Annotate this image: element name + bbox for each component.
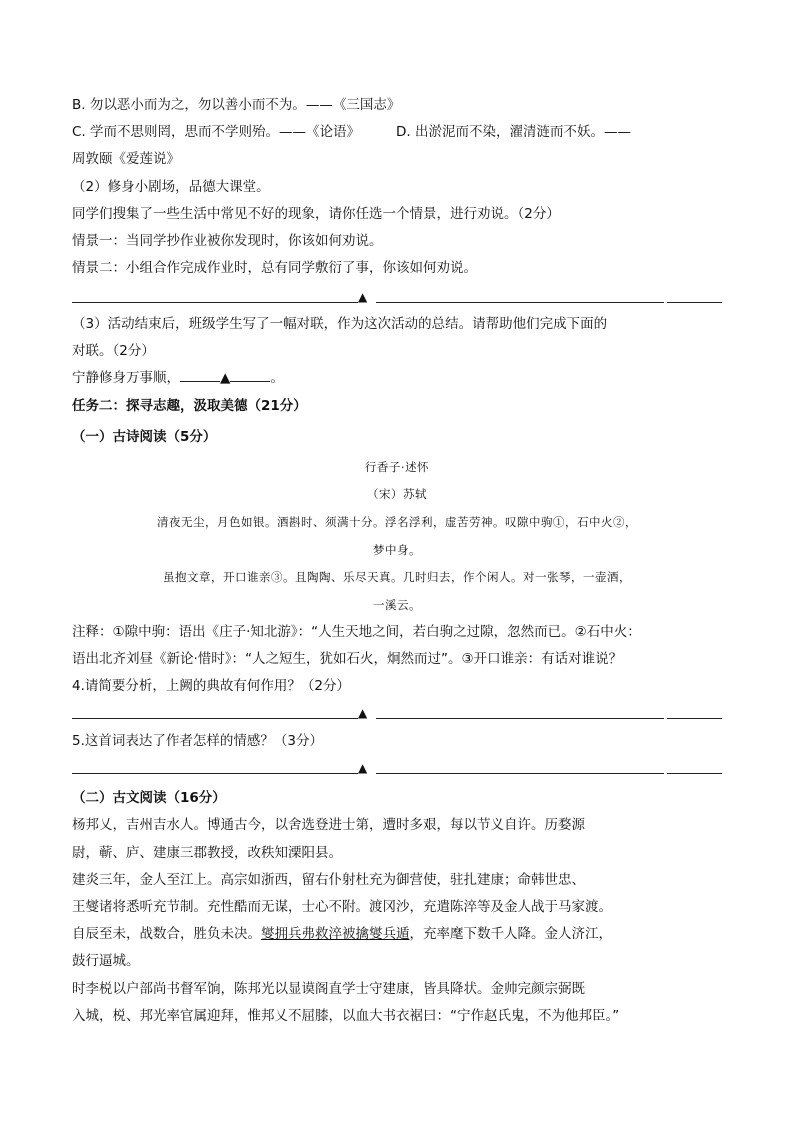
question-4: 4.请简要分析，上阙的典故有何作用？（2分） xyxy=(72,678,350,694)
prose-line-7: 时李棁以户部尚书督军饷，陈邦光以显谟阁直学士守建康，皆具降状。金帅完颜宗弼既 xyxy=(72,981,585,997)
prose-line-5 xyxy=(72,924,612,944)
note-line-1: 注释：①隙中驹：语出《庄子·知北游》：“人生天地之间，若白驹之过隙，忽然而已。②石中火： xyxy=(72,624,641,640)
prose-line-5-start: 自辰至未，战数合，胜负未决。 xyxy=(72,926,261,942)
prose-line-1: 杨邦乂，吉州吉水人。博通古今，以舍选登进士第，遭时多艰，每以节义自许。历婺源 xyxy=(72,817,585,833)
question-2-prompt: 同学们搜集了一些生活中常见不好的现象，请你任选一个情景，进行劝说。（2分） xyxy=(72,206,560,222)
answer-line-q5[interactable] xyxy=(72,761,722,775)
part-1-title: （一）古诗阅读（5分） xyxy=(72,429,217,445)
option-b: B. 勿以恶小而为之，勿以善小而不为。——《三国志》 xyxy=(72,97,401,113)
answer-marker: ▲ xyxy=(358,761,368,775)
option-d-source: 周敦颐《爱莲说》 xyxy=(72,151,180,167)
poem-line-1: 清夜无尘，月色如银。酒斟时、须满十分。浮名浮利，虚苦劳神。叹隙中驹①，石中火②， xyxy=(157,515,637,529)
scene-2: 情景二：小组合作完成作业时，总有同学敷衍了事，你该如何劝说。 xyxy=(72,260,477,276)
answer-marker: ▲ xyxy=(358,706,368,720)
note-line-2: 语出北齐刘昼《新论·惜时》：“人之短生，犹如石火，炯然而过”。③开口谁亲：有话对谁说？ xyxy=(72,651,623,667)
answer-line-q4[interactable] xyxy=(72,706,722,720)
question-5: 5.这首词表达了作者怎样的情感？（3分） xyxy=(72,733,323,749)
couplet-blank-right[interactable] xyxy=(230,368,270,382)
option-c: C. 学而不思则罔，思而不学则殆。——《论语》 xyxy=(72,124,361,140)
question-2-title: （2）修身小剧场，品德大课堂。 xyxy=(72,179,270,195)
poem-line-2: 梦中身。 xyxy=(373,543,421,557)
part-2-title: （二）古文阅读（16分） xyxy=(72,790,226,806)
answer-line-q2[interactable] xyxy=(72,290,722,304)
poem-line-4: 一溪云。 xyxy=(373,598,421,612)
prose-line-3: 建炎三年，金人至江上。高宗如浙西，留右仆射杜充为御营使，驻扎建康；命韩世忠、 xyxy=(72,872,585,888)
scene-1: 情景一：当同学抄作业被你发现时，你该如何劝说。 xyxy=(72,233,383,249)
couplet-blank-left[interactable] xyxy=(180,368,220,382)
prose-line-8: 入城，棁、邦光率官属迎拜，惟邦乂不屈膝，以血大书衣裾曰：“宁作赵氏鬼，不为他邦臣。” xyxy=(72,1008,620,1024)
poem-author: （宋）苏轼 xyxy=(367,487,427,501)
task-2-title: 任务二：探寻志趣，汲取美德（21分） xyxy=(72,398,307,414)
couplet-marker: ▲ xyxy=(220,370,231,386)
couplet-left: 宁静修身万事顺， xyxy=(72,370,180,386)
question-3-line2: 对联。（2分） xyxy=(72,343,155,359)
question-3-line1: （3）活动结束后，班级学生写了一幅对联，作为这次活动的总结。请帮助他们完成下面的 xyxy=(72,316,608,332)
option-d: D. 出淤泥而不染，濯清涟而不妖。—— xyxy=(396,124,631,140)
answer-marker: ▲ xyxy=(358,290,368,304)
prose-line-5-end: ，充率麾下数千人降。金人济江， xyxy=(409,926,612,942)
couplet-end: 。 xyxy=(270,370,284,386)
prose-line-4: 王燮诸将悉听充节制。充性酷而无谋，士心不附。渡冈沙，充遣陈淬等及金人战于马家渡。 xyxy=(72,899,612,915)
couplet-line xyxy=(72,368,284,388)
prose-line-2: 尉，蕲、庐、建康三郡教授，改秩知溧阳县。 xyxy=(72,845,342,861)
prose-line-6: 鼓行逼城。 xyxy=(72,953,140,969)
poem-line-3: 虽抱文章，开口谁亲③。且陶陶、乐尽天真。几时归去，作个闲人。对一张琴，一壶酒， xyxy=(163,570,631,584)
poem-title: 行香子·述怀 xyxy=(364,460,430,474)
underlined-sentence: 燮拥兵弗救淬被擒燮兵遁 xyxy=(261,926,410,942)
